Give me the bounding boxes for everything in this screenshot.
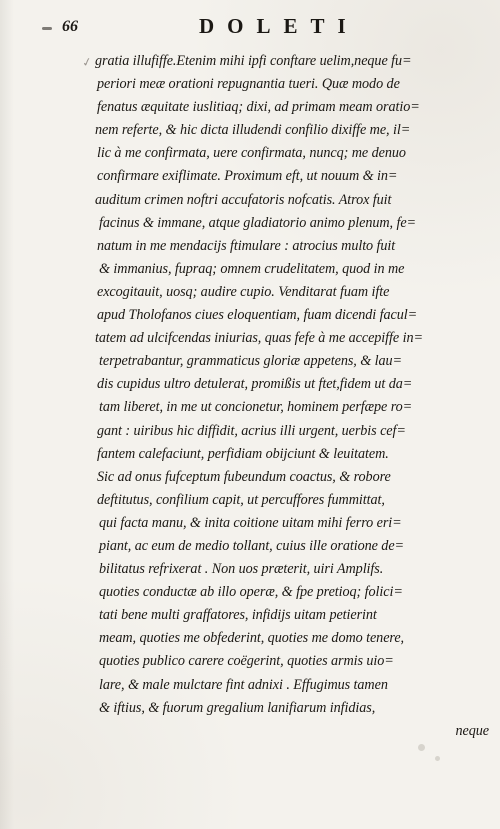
body-text: [87, 50, 489, 743]
body-line: fenatus æquitate iuslitiaq; dixi, ad primam meam oratio=: [97, 99, 420, 116]
body-line: & iftius, & fuorum gregalium lanifiarum infidias,: [99, 699, 376, 716]
body-line: nem referte, & hic dicta illudendi confilio dixiffe me, il=: [95, 122, 411, 139]
body-line: facinus & immane, atque gladiatorio animo plenum, fe=: [99, 214, 417, 231]
running-title: DOLETI: [199, 14, 359, 38]
body-line: natum in me mendacijs ftimulare : atrocius multo fuit: [97, 237, 396, 254]
body-line: dis cupidus ultro detulerat, promißis ut ftet,fidem ut da=: [97, 376, 413, 393]
body-line: & immanius, fupraq; omnem crudelitatem, quod in me: [99, 260, 405, 277]
body-line: tatem ad ulcifcendas iniurias, quas fefe à me accepiffe in=: [95, 330, 423, 347]
body-line: periori meæ orationi repugnantia tueri. Quæ modo de: [97, 76, 400, 93]
body-line: apud Tholofanos ciues eloquentiam, fuam dicendi facul=: [97, 307, 418, 324]
body-line: meam, quoties me obfederint, quoties me domo tenere,: [99, 630, 405, 647]
page-number: 66: [62, 18, 78, 35]
catchword: neque: [455, 722, 489, 739]
paper-stain: [418, 744, 425, 751]
paper-stain: [435, 756, 440, 761]
body-line: gant : uiribus hic diffidit, acrius illi urgent, uerbis cef=: [97, 422, 406, 439]
body-line: qui facta manu, & inita coitione uitam mihi ferro eri=: [99, 514, 402, 531]
margin-mark: [42, 27, 52, 30]
body-line: quoties conductæ ab illo operæ, & fpe pretioq; folici=: [99, 584, 403, 601]
body-line: piant, ac eum de medio tollant, cuius ille oratione de=: [99, 537, 405, 554]
body-line: auditum crimen noftri accufatoris nofcatis. Atrox fuit: [95, 191, 392, 208]
body-line: fantem calefaciunt, perfidiam obijciunt & leuitatem.: [97, 445, 389, 462]
page-gutter-shadow: [0, 0, 14, 829]
body-line: terpetrabantur, grammaticus gloriæ appetens, & lau=: [99, 353, 403, 370]
body-line: Sic ad onus fufceptum fubeundum coactus, & robore: [97, 468, 391, 485]
body-line: lic à me confirmata, uere confirmata, nuncq; me denuo: [97, 145, 406, 162]
body-line: lare, & male mulctare fint adnixi . Effugimus tamen: [99, 676, 388, 693]
body-line: gratia illufiffe.Etenim mihi ipfi conftare uelim,neque fu=: [95, 53, 412, 69]
body-line: bilitatus refrixerat . Non uos præterit, uiri Amplifs.: [99, 561, 384, 578]
body-line: confirmare exiflimate. Proximum eft, ut nouum & in=: [97, 168, 398, 185]
body-line: quoties publico carere coëgerint, quoties armis uio=: [99, 653, 394, 670]
body-line: deftitutus, confilium capit, ut percuffores fummittat,: [97, 491, 385, 508]
body-line: excogitauit, uosq; audire cupio. Venditarat fuam ifte: [97, 283, 390, 300]
body-line: tati bene multi graffatores, infidijs uitam petierint: [99, 607, 377, 624]
margin-ink-mark: ✓: [80, 54, 94, 71]
page-header: [0, 10, 500, 40]
body-line: tam liberet, in me ut concionetur, hominem perfæpe ro=: [99, 399, 413, 416]
